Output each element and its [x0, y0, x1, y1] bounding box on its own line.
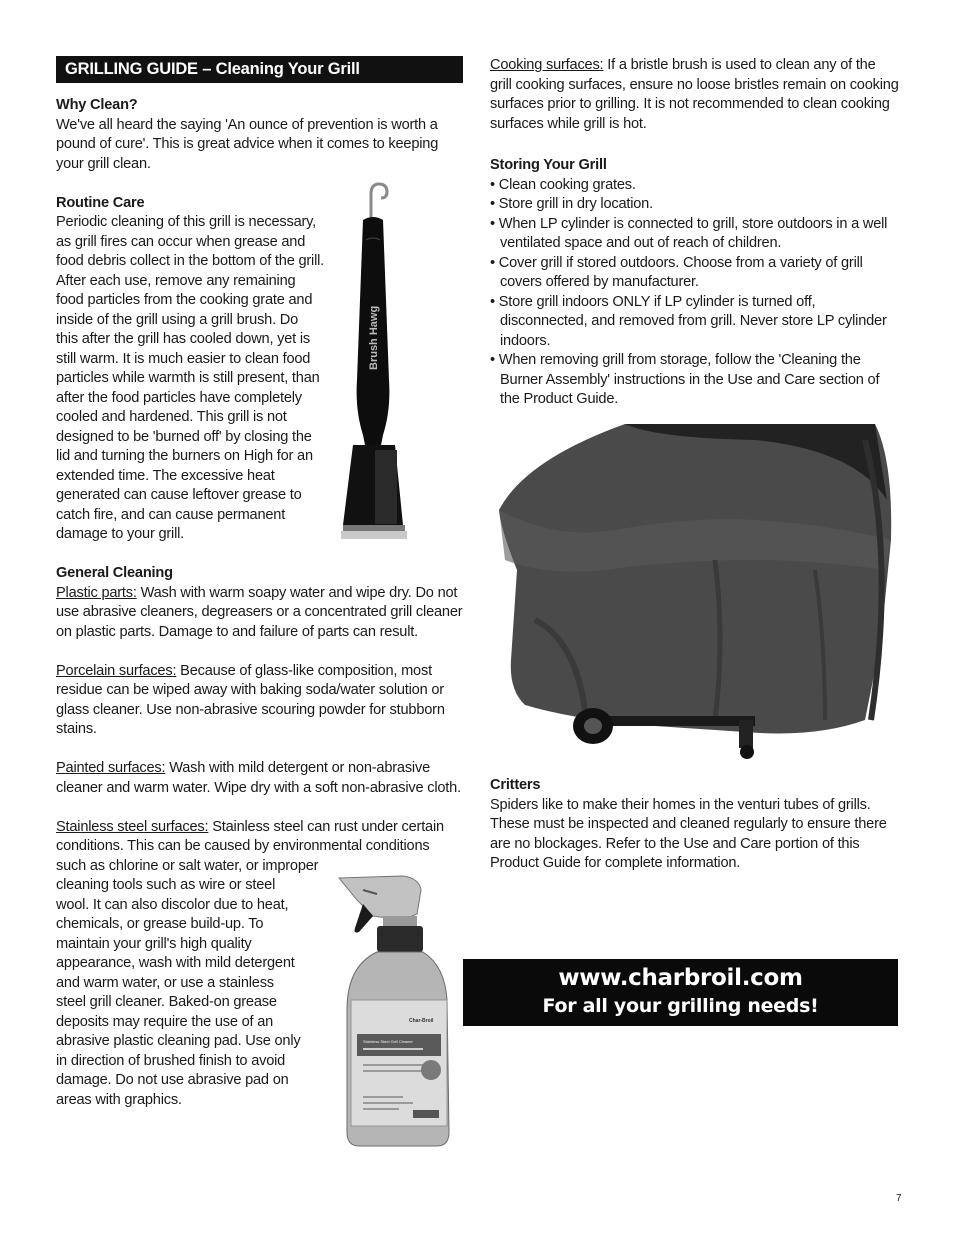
right-column: [490, 56, 900, 410]
why-clean-text: We've all heard the saying 'An ounce of prevention is worth a pound of cure'. This is great advice when it comes to keeping your grill clean.: [56, 116, 439, 172]
website-url[interactable]: www.charbroil.com: [558, 965, 803, 991]
bottle-label-text: Stainless Steel Grill Cleaner: [363, 1039, 413, 1044]
porcelain-label: Porcelain surfaces:: [56, 662, 177, 679]
list-item: • When removing grill from storage, follow the 'Cleaning the Burner Assembly' instructions in the Use and Care section of the Product Guide.: [490, 352, 880, 407]
general-cleaning-heading: General Cleaning: [56, 565, 173, 581]
list-item: • Cover grill if stored outdoors. Choose from a variety of grill covers offered by manufacturer.: [490, 254, 863, 290]
why-clean-heading: Why Clean?: [56, 97, 138, 113]
critters-heading: Critters: [490, 777, 541, 793]
grill-cleaner-bottle-image: [333, 870, 458, 1150]
cooking-surfaces-label: Cooking surfaces:: [490, 57, 604, 73]
painted-text: Painted surfaces: Wash with mild detergent or non-abrasive cleaner and warm water. Wipe dry with a soft non-abrasive cloth.: [56, 760, 461, 796]
grill-brush-image: [333, 180, 413, 545]
critters-section: Critters Spiders like to make their homes in the venturi tubes of grills. These must be inspected and cleaned regularly to ensure there are no blockages. Refer to the Use and Care portion of this Product Guide for complete information.: [490, 776, 900, 874]
website-banner: [463, 959, 898, 1026]
list-item: • Store grill in dry location.: [490, 196, 653, 212]
grill-cover-image: [495, 420, 897, 765]
list-item: • Store grill indoors ONLY if LP cylinder is turned off, disconnected, and removed from grill. Never store LP cylinder indoors.: [490, 293, 887, 349]
storing-heading: Storing Your Grill: [490, 157, 607, 173]
stainless-text: Stainless steel surfaces: Stainless steel can rust under certain conditions. This can be caused by environmental conditions such as chlorine or salt water, or improper cleaning tools such as wire or steel wool. It can also discolor due to heat, chemicals, or grease build-up. To maintain your grill's high quality appearance, wash with mild detergent and warm water, or use a stainless steel grill cleaner. Baked-on grease deposits may require the use of an abrasive plastic cleaning pad. Use only in direction of brushed finish to avoid damage. Do not use abrasive pad on areas with graphics.: [56, 818, 444, 1108]
routine-care-heading: Routine Care: [56, 194, 145, 211]
cooking-surfaces-text: Cooking surfaces: If a bristle brush is used to clean any of the grill cooking surfaces, ensure no loose bristles remain on cooking surfaces prior to grilling. It is not recommended to clean cooking surfaces while grill is hot.: [490, 57, 899, 132]
bottle-brand-text: Char-Broil: [409, 1018, 434, 1024]
page-number: 7: [896, 1193, 902, 1204]
painted-label: Painted surfaces:: [56, 760, 166, 776]
brush-brand-text: Brush Hawg: [368, 305, 380, 370]
plastic-parts-text: Plastic parts: Wash with warm soapy water and wipe dry. Do not use abrasive cleaners, degreasers or a concentrated grill cleaner on plastic parts. Damage to and failure of parts can result.: [56, 584, 463, 640]
routine-care-text: Periodic cleaning of this grill is necessary, as grill fires can occur when grease and food debris collect in the bottom of the grill. After each use, remove any remaining food particles from the cooking grate and inside of the grill using a grill brush. Do this after the grill has cooled down, yet is still warm. It is much easier to clean food particles while warmth is still present, than after the food particles have completely cooled and hardened. This grill is not designed to be 'burned off' by closing the lid and turning the burners on High for an extended time. The excessive heat generated can cause leftover grease to catch fire, and can cause permanent damage to your grill.: [56, 214, 325, 542]
section-title-bar: GRILLING GUIDE – Cleaning Your Grill: [56, 56, 463, 83]
banner-tagline: For all your grilling needs!: [542, 995, 819, 1017]
porcelain-text: Porcelain surfaces: Because of glass-like composition, most residue can be wiped away with baking soda/water solution or glass cleaner. Use non-abrasive scouring powder for stubborn stains.: [56, 662, 445, 737]
storing-list: [490, 176, 900, 410]
stainless-label: Stainless steel surfaces:: [56, 818, 209, 835]
plastic-parts-label: Plastic parts:: [56, 584, 137, 601]
list-item: • Clean cooking grates.: [490, 176, 636, 193]
list-item: • When LP cylinder is connected to grill, store outdoors in a well ventilated space and out of reach of children.: [490, 215, 888, 251]
